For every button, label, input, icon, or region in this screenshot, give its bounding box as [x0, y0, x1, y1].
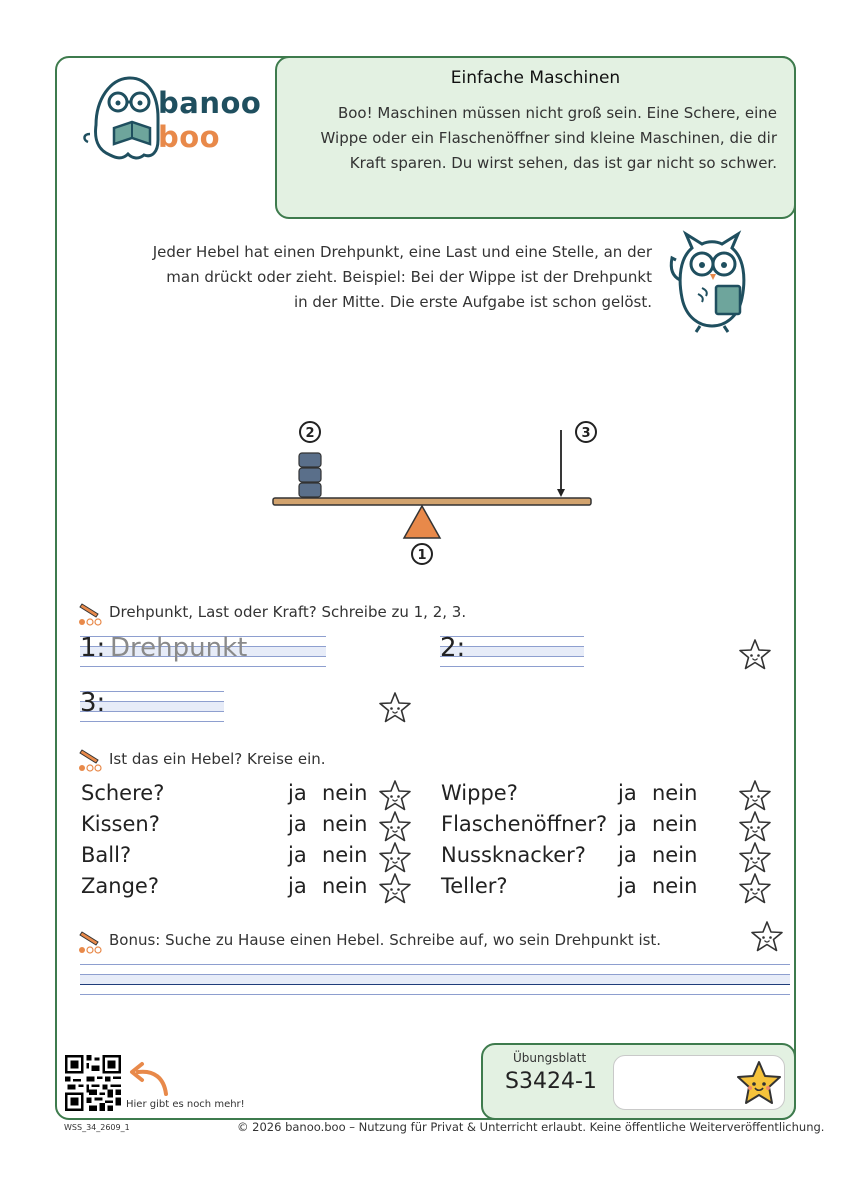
option-no[interactable]: nein — [322, 781, 368, 805]
item-right-2: Flaschenöffner? — [441, 812, 608, 836]
document-code: WSS_34_2609_1 — [64, 1123, 130, 1132]
answer-1-filled: Drehpunkt — [110, 633, 248, 663]
marker-1-label: 1 — [417, 548, 427, 563]
answer-label-1: 1: — [80, 633, 106, 663]
sheet-code: S3424-1 — [505, 1069, 597, 1094]
rating-star-icon[interactable] — [377, 871, 413, 907]
marker-3-label: 3 — [581, 426, 591, 441]
item-left-4: Zange? — [81, 874, 159, 898]
option-yes[interactable]: ja — [288, 812, 307, 836]
item-right-3: Nussknacker? — [441, 843, 586, 867]
option-yes[interactable]: ja — [618, 781, 637, 805]
answer-label-2: 2: — [440, 633, 466, 663]
copyright-text: © 2026 banoo.boo – Nutzung für Privat & Unterricht erlaubt. Keine öffentliche Weiterveröffentlichung. — [237, 1120, 825, 1134]
task3-prompt: Bonus: Suche zu Hause einen Hebel. Schreibe auf, wo sein Drehpunkt ist. — [109, 931, 662, 949]
marker-2-label: 2 — [305, 426, 315, 441]
pencil-task-icon — [78, 746, 104, 774]
option-yes[interactable]: ja — [618, 812, 637, 836]
item-left-2: Kissen? — [81, 812, 160, 836]
worksheet-id-box — [481, 1043, 796, 1120]
option-no[interactable]: nein — [652, 781, 698, 805]
pencil-task-icon — [78, 928, 104, 956]
fulcrum-triangle — [404, 506, 440, 538]
weight-block — [299, 468, 321, 482]
option-no[interactable]: nein — [322, 874, 368, 898]
lever-beam — [273, 498, 591, 505]
rating-star-icon[interactable] — [749, 919, 785, 955]
bonus-writing-lines[interactable] — [80, 964, 790, 994]
item-right-4: Teller? — [441, 874, 508, 898]
task2-prompt: Ist das ein Hebel? Kreise ein. — [109, 750, 326, 768]
weight-block — [299, 453, 321, 467]
intro-text: Boo! Maschinen müssen nicht groß sein. Eine Schere, eine Wippe oder ein Flaschenöffner sind kleine Maschinen, die dir Kraft sparen. Du wirst sehen, das ist gar nicht so schwer. — [320, 104, 777, 172]
seesaw-lever-diagram — [265, 415, 605, 575]
worksheet-title: Einfache Maschinen — [450, 68, 621, 88]
option-yes[interactable]: ja — [288, 843, 307, 867]
option-no[interactable]: nein — [322, 843, 368, 867]
item-left-1: Schere? — [81, 781, 165, 805]
option-yes[interactable]: ja — [618, 843, 637, 867]
option-yes[interactable]: ja — [288, 781, 307, 805]
option-no[interactable]: nein — [652, 812, 698, 836]
option-no[interactable]: nein — [652, 843, 698, 867]
rating-star-icon[interactable] — [737, 637, 773, 673]
score-box[interactable] — [613, 1055, 785, 1110]
sheet-label: Übungsblatt — [513, 1051, 587, 1065]
qr-caption: Hier gibt es noch mehr! — [126, 1099, 245, 1110]
option-no[interactable]: nein — [652, 874, 698, 898]
option-no[interactable]: nein — [322, 812, 368, 836]
task1-prompt: Drehpunkt, Last oder Kraft? Schreibe zu 1, 2, 3. — [109, 603, 467, 621]
brand-name-line1: banoo — [158, 86, 262, 120]
intro-box — [275, 56, 796, 219]
rating-star-icon[interactable] — [737, 871, 773, 907]
owl-mascot-icon — [662, 228, 762, 333]
option-yes[interactable]: ja — [288, 874, 307, 898]
pencil-task-icon — [78, 600, 104, 628]
item-left-3: Ball? — [81, 843, 132, 867]
item-right-1: Wippe? — [441, 781, 518, 805]
curved-arrow-icon — [124, 1060, 174, 1098]
qr-code-icon[interactable] — [65, 1055, 121, 1111]
smiling-star-icon — [734, 1059, 784, 1109]
explanation-text: Jeder Hebel hat einen Drehpunkt, eine Last und eine Stelle, an der man drückt oder zieht. Beispiel: Bei der Wippe ist der Drehpunkt in der Mitte. Die erste Aufgabe ist schon gelöst. — [152, 243, 652, 311]
answer-label-3: 3: — [80, 688, 106, 718]
rating-star-icon[interactable] — [377, 690, 413, 726]
option-yes[interactable]: ja — [618, 874, 637, 898]
weight-block — [299, 483, 321, 497]
brand-name-line2: boo — [158, 120, 221, 154]
